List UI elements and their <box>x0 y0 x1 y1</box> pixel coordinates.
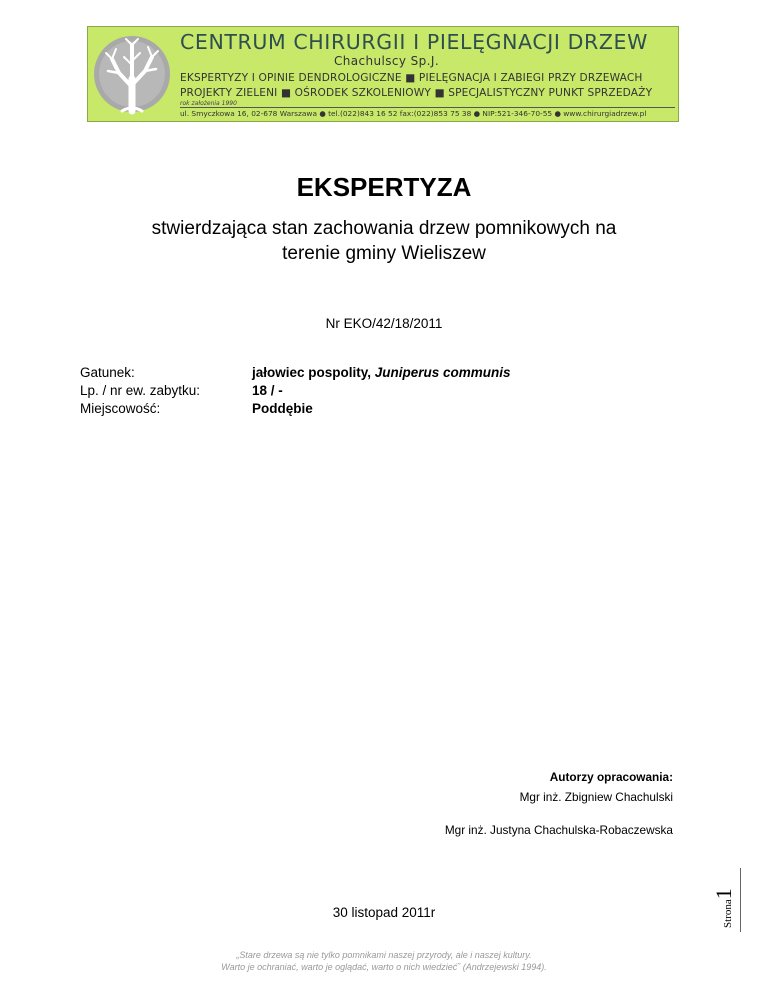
services-line-1: EKSPERTYZY I OPINIE DENDROLOGICZNE ■ PIELĘGNACJA I ZABIEGI PRZY DRZEWACH <box>180 72 643 84</box>
services-line-2: PROJEKTY ZIELENI ■ OŚRODEK SZKOLENIOWY ■ SPECJALISTYCZNY PUNKT SPRZEDAŻY <box>180 87 653 99</box>
author-2: Mgr inż. Justyna Chachulska-Robaczewska <box>444 823 673 837</box>
document-date: 30 listopad 2011r <box>332 905 436 920</box>
company-name: CENTRUM CHIRURGII I PIELĘGNACJI DRZEW <box>180 30 648 54</box>
founded-note: rok założenia 1990 <box>180 100 237 107</box>
species-value <box>252 364 511 382</box>
letterhead-divider <box>180 107 675 108</box>
company-subtitle: Chachulscy Sp.J. <box>334 54 440 68</box>
record-label: Lp. / nr ew. zabytku: <box>80 383 201 398</box>
tree-logo-icon <box>92 31 172 117</box>
quote-line-2: Warto je ochraniać, warto je oglądać, warto o nich wiedzieć˝ (Andrzejewski 1994). <box>221 962 547 972</box>
subtitle-line-2: terenie gminy Wieliszew <box>282 243 486 264</box>
location-value: Poddębie <box>252 401 313 416</box>
company-address: ul. Smyczkowa 16, 02-678 Warszawa ● tel.(022)843 16 52 fax:(022)853 75 38 ● NIP:521-346-70-55 ● www.chirurgiadrzew.pl <box>180 109 647 118</box>
author-1: Mgr inż. Zbigniew Chachulski <box>519 790 673 804</box>
detail-row-record <box>80 382 511 400</box>
species-common-name: jałowiec pospolity, <box>252 365 375 380</box>
record-value: 18 / - <box>252 383 283 398</box>
letterhead <box>87 26 679 122</box>
footer-quote <box>0 949 768 973</box>
page-number: 1 <box>711 888 736 900</box>
species-latin-name: Juniperus communis <box>374 365 511 380</box>
document-subtitle <box>60 216 708 266</box>
document-number: Nr EKO/42/18/2011 <box>325 316 443 331</box>
subtitle-line-1: stwierdzająca stan zachowania drzew pomnikowych na <box>151 218 617 239</box>
document-title: EKSPERTYZA <box>296 172 472 202</box>
detail-row-location <box>80 400 511 418</box>
details-block <box>80 364 511 418</box>
authors-heading: Autorzy opracowania: <box>549 770 673 784</box>
quote-line-1: „Stare drzewa są nie tylko pomnikami naszej przyrody, ale i naszej kultury. <box>236 950 532 960</box>
page-word: Strona <box>722 899 734 928</box>
page-label <box>705 870 741 930</box>
species-label: Gatunek: <box>80 365 135 380</box>
location-label: Miejscowość: <box>80 401 161 416</box>
detail-row-species <box>80 364 511 382</box>
